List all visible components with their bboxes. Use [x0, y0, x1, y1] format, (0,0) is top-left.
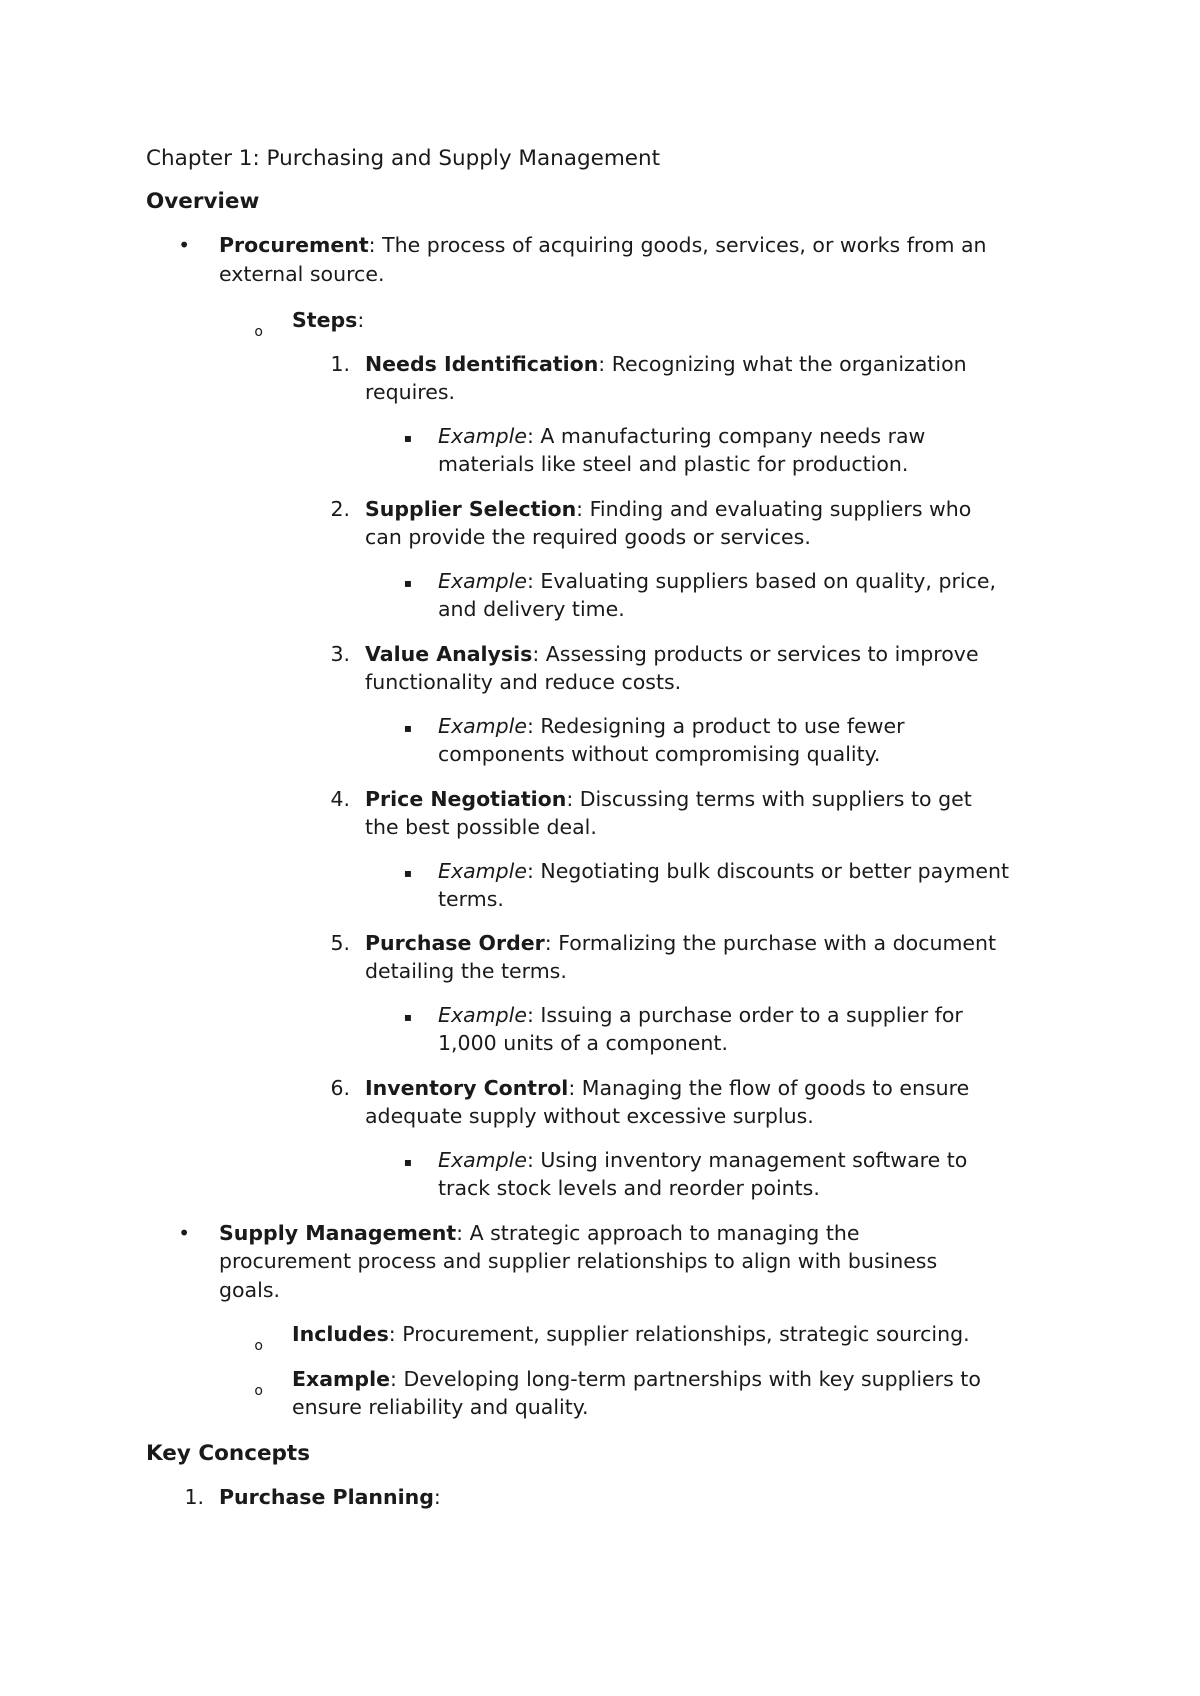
procurement-term: Procurement	[219, 233, 369, 257]
step-5-line-2: detailing the terms.	[365, 959, 567, 983]
step-2-example-line-2: and delivery time.	[438, 597, 625, 621]
square-marker: ▪	[403, 431, 412, 445]
square-marker: ▪	[403, 576, 412, 590]
sub-bullet-marker: o	[254, 1383, 263, 1399]
step-1-line-1: Needs Identification: Recognizing what the organization	[365, 352, 967, 376]
bullet-marker: •	[178, 233, 190, 257]
supply-management-line-1: Supply Management: A strategic approach to managing the	[219, 1221, 860, 1245]
sub-bullet-marker: o	[254, 324, 263, 340]
step-1-line-2: requires.	[365, 380, 456, 404]
step-number: 5.	[330, 931, 350, 955]
step-3-line-2: functionality and reduce costs.	[365, 670, 682, 694]
step-3-example-line-1: Example: Redesigning a product to use fewer	[438, 714, 905, 738]
document-title: Chapter 1: Purchasing and Supply Management	[146, 146, 661, 171]
step-1-example-line-2: materials like steel and plastic for production.	[438, 452, 909, 476]
key-concepts-heading: Key Concepts	[146, 1441, 311, 1466]
step-6-line-2: adequate supply without excessive surplus.	[365, 1104, 814, 1128]
step-6-example-line-1: Example: Using inventory management software to	[438, 1148, 968, 1172]
step-5-example-line-1: Example: Issuing a purchase order to a supplier for	[438, 1003, 963, 1027]
step-3-line-1: Value Analysis: Assessing products or services to improve	[365, 642, 979, 666]
square-marker: ▪	[403, 866, 412, 880]
supply-example-line-1: Example: Developing long-term partnerships with key suppliers to	[292, 1367, 981, 1391]
step-number: 1.	[330, 352, 350, 376]
overview-heading: Overview	[146, 189, 260, 214]
concept-number: 1.	[184, 1485, 204, 1509]
steps-label: Steps:	[292, 308, 365, 332]
step-number: 6.	[330, 1076, 350, 1100]
supply-management-line-3: goals.	[219, 1278, 281, 1302]
square-marker: ▪	[403, 1010, 412, 1024]
step-5-line-1: Purchase Order: Formalizing the purchase with a document	[365, 931, 997, 955]
purchase-planning-item: Purchase Planning:	[219, 1485, 441, 1509]
bullet-marker: •	[178, 1221, 190, 1245]
step-number: 3.	[330, 642, 350, 666]
supply-management-line-2: procurement process and supplier relationships to align with business	[219, 1249, 938, 1273]
step-4-line-2: the best possible deal.	[365, 815, 597, 839]
procurement-line-2: external source.	[219, 262, 385, 286]
step-4-example-line-1: Example: Negotiating bulk discounts or better payment	[438, 859, 1009, 883]
step-number: 2.	[330, 497, 350, 521]
procurement-line-1: Procurement: The process of acquiring goods, services, or works from an	[219, 233, 987, 257]
square-marker: ▪	[403, 721, 412, 735]
square-marker: ▪	[403, 1155, 412, 1169]
step-5-example-line-2: 1,000 units of a component.	[438, 1031, 728, 1055]
includes-line: Includes: Procurement, supplier relationships, strategic sourcing.	[292, 1322, 970, 1346]
step-2-example-line-1: Example: Evaluating suppliers based on quality, price,	[438, 569, 996, 593]
step-2-line-2: can provide the required goods or services.	[365, 525, 811, 549]
step-1-example-line-1: Example: A manufacturing company needs raw	[438, 424, 926, 448]
step-4-example-line-2: terms.	[438, 887, 504, 911]
step-3-example-line-2: components without compromising quality.	[438, 742, 881, 766]
step-4-line-1: Price Negotiation: Discussing terms with suppliers to get	[365, 787, 972, 811]
step-6-example-line-2: track stock levels and reorder points.	[438, 1176, 820, 1200]
supply-example-line-2: ensure reliability and quality.	[292, 1395, 589, 1419]
step-6-line-1: Inventory Control: Managing the flow of goods to ensure	[365, 1076, 970, 1100]
sub-bullet-marker: o	[254, 1338, 263, 1354]
step-2-line-1: Supplier Selection: Finding and evaluating suppliers who	[365, 497, 972, 521]
step-number: 4.	[330, 787, 350, 811]
